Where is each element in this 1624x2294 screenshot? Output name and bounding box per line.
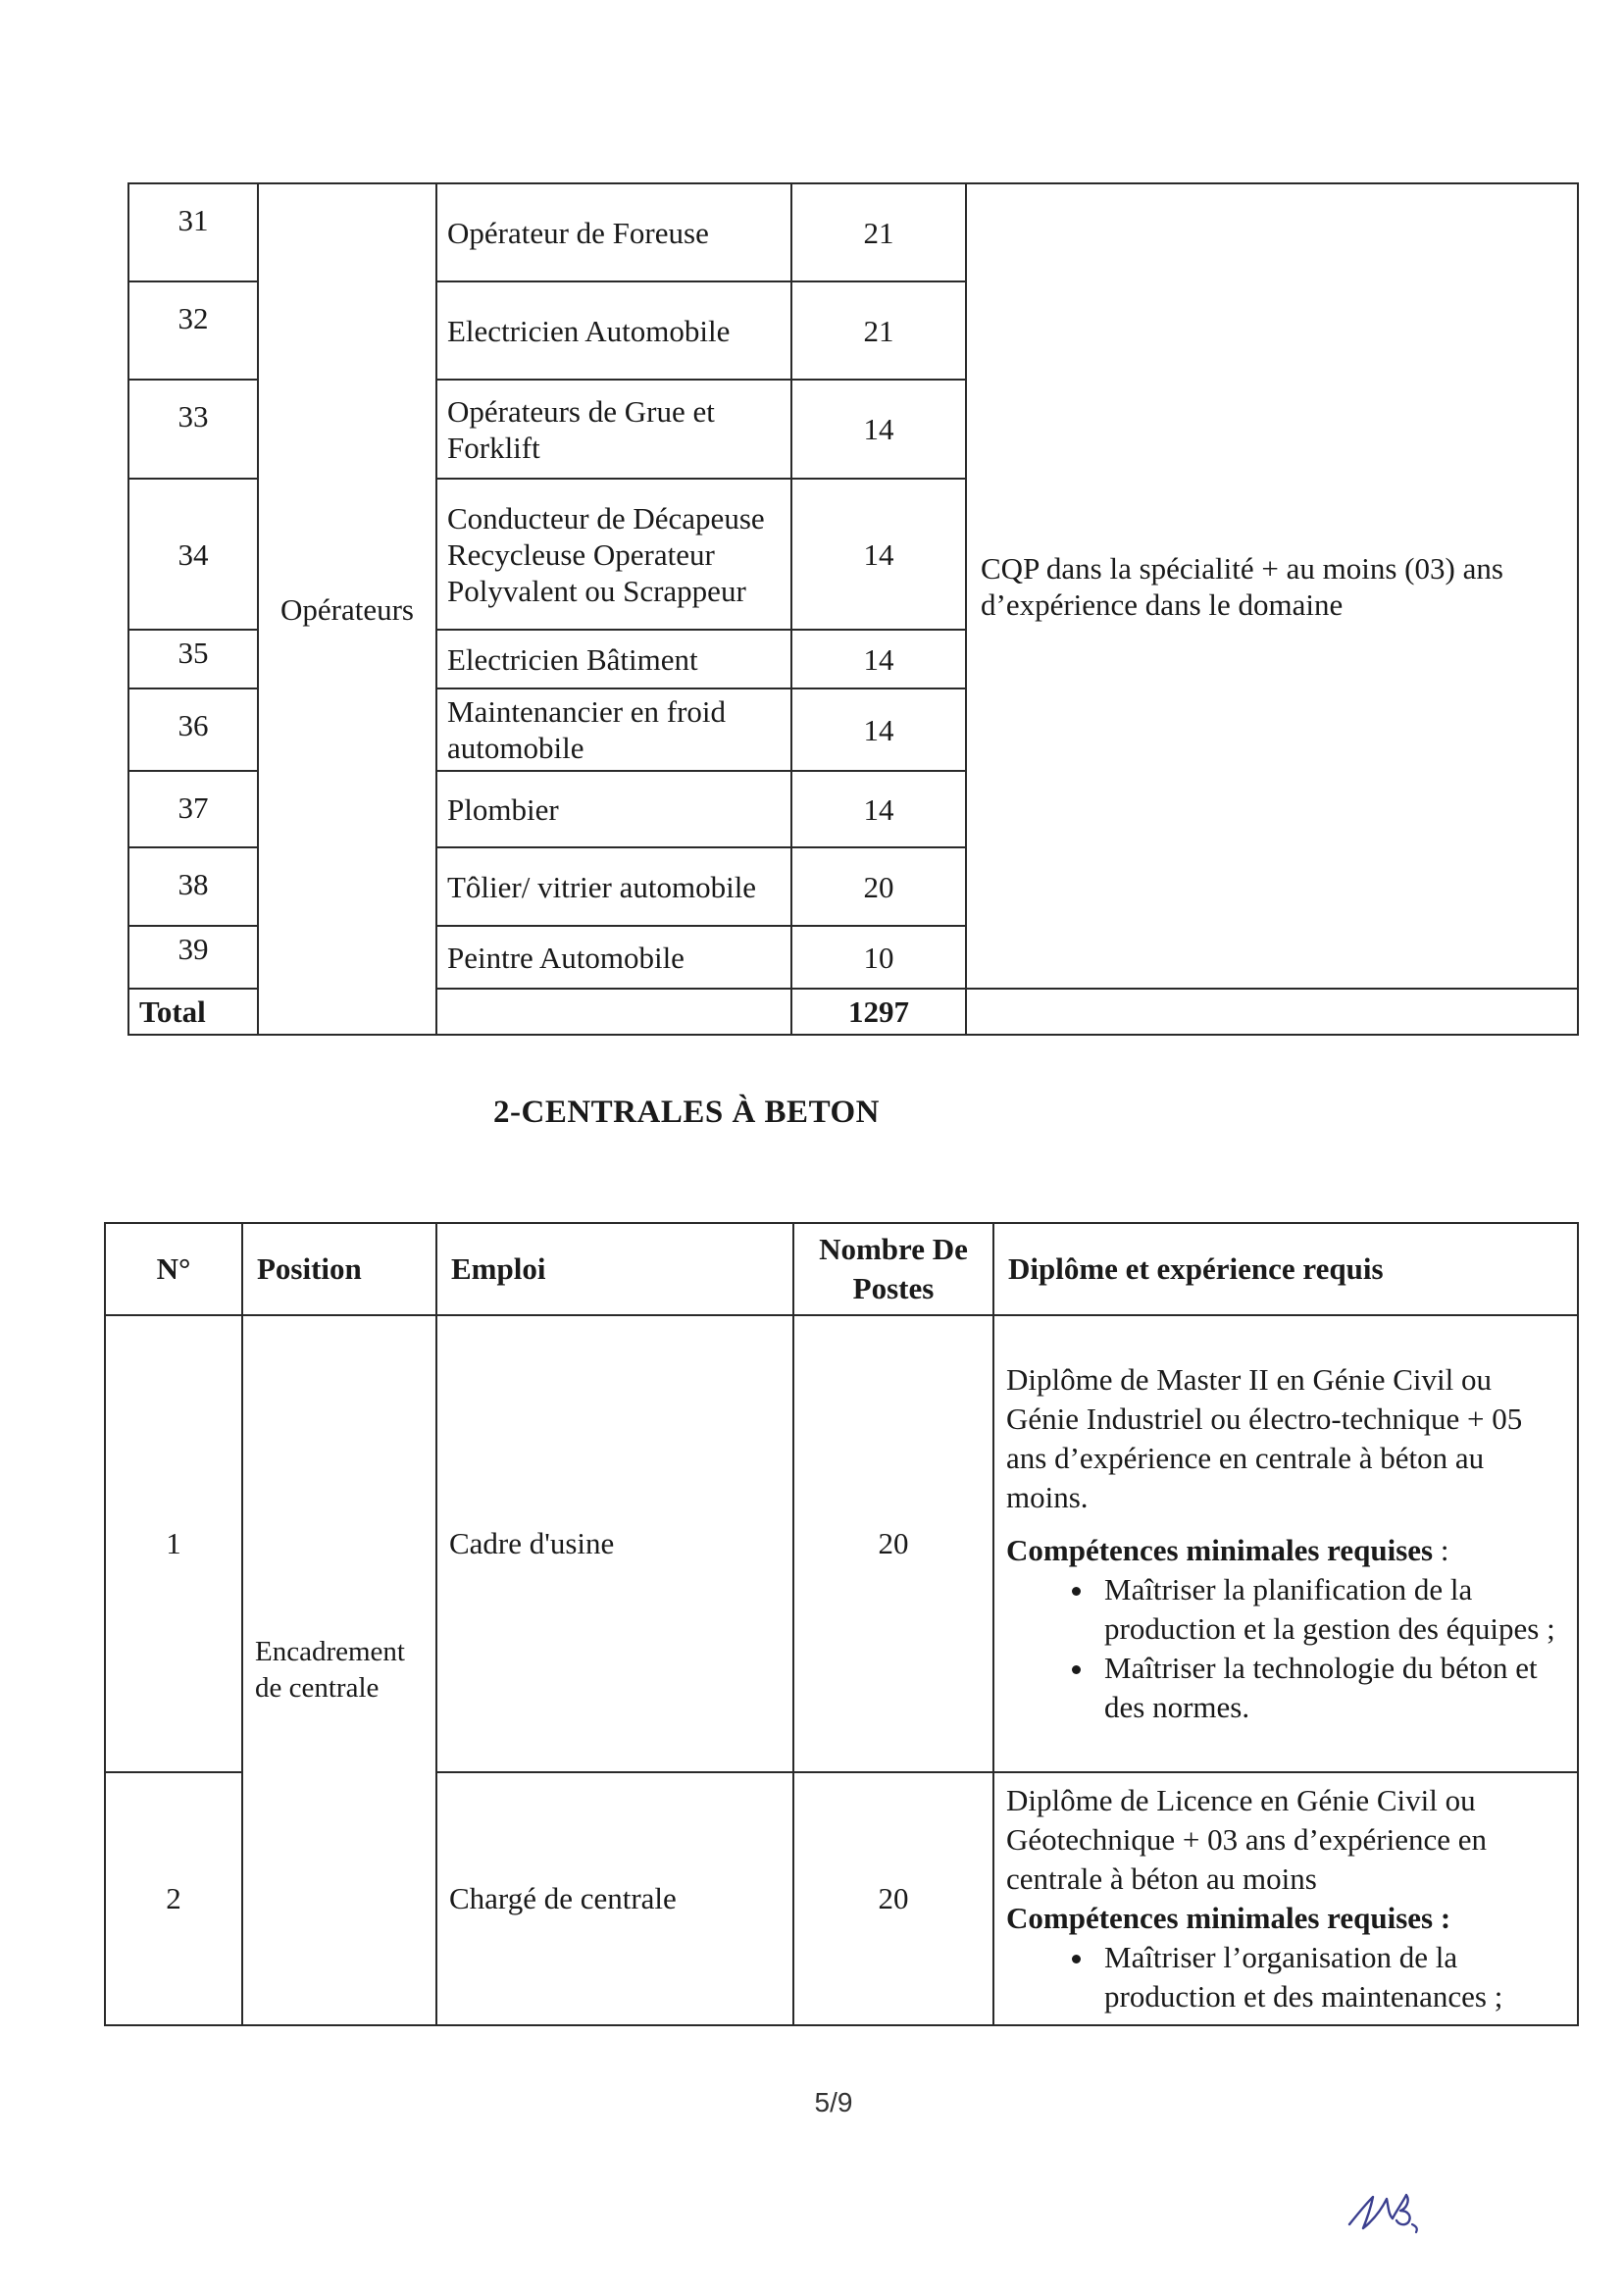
- job-title: Maintenancier en froid automobile: [436, 688, 791, 771]
- post-count: 20: [791, 847, 966, 926]
- list-item: • Maîtriser la planification de la production et la gestion des équipes ;: [1096, 1570, 1565, 1649]
- job-title: Electricien Bâtiment: [436, 630, 791, 688]
- total-label: Total: [128, 989, 258, 1035]
- row-number: 2: [105, 1772, 242, 2025]
- job-title: Opérateur de Foreuse: [436, 183, 791, 281]
- post-count: 14: [791, 688, 966, 771]
- table-row: [128, 183, 1578, 281]
- post-count: 20: [793, 1315, 993, 1772]
- competences-heading: [1006, 1899, 1565, 1938]
- job-title: Conducteur de Décapeuse Recycleuse Operateur Polyvalent ou Scrappeur: [436, 479, 791, 630]
- competences-label: Compétences minimales requises :: [1006, 1901, 1451, 1935]
- post-count: 14: [791, 630, 966, 688]
- post-count: 14: [791, 771, 966, 847]
- post-count: 10: [791, 926, 966, 989]
- post-count: 20: [793, 1772, 993, 2025]
- post-count: 21: [791, 183, 966, 281]
- row-number: 32: [128, 281, 258, 380]
- total-empty-cell: [436, 989, 791, 1035]
- diploma-text: Diplôme de Licence en Génie Civil ou Géotechnique + 03 ans d’expérience en centrale à béton au moins: [1006, 1783, 1488, 1896]
- job-title: Plombier: [436, 771, 791, 847]
- row-number: 34: [128, 479, 258, 630]
- requirement-cell: CQP dans la spécialité + au moins (03) ans d’expérience dans le domaine: [966, 183, 1578, 989]
- row-number: 1: [105, 1315, 242, 1772]
- concrete-plants-table: [104, 1222, 1579, 2026]
- requirement-cell: [993, 1315, 1578, 1772]
- job-title: Tôlier/ vitrier automobile: [436, 847, 791, 926]
- competences-list: [1006, 1938, 1565, 2016]
- job-title: Opérateurs de Grue et Forklift: [436, 380, 791, 479]
- operators-table: [127, 182, 1579, 1036]
- header-number: N°: [105, 1223, 242, 1315]
- row-number: 35: [128, 630, 258, 688]
- competences-list: [1006, 1570, 1565, 1727]
- job-title: Electricien Automobile: [436, 281, 791, 380]
- row-number: 38: [128, 847, 258, 926]
- header-post-count: Nombre De Postes: [793, 1223, 993, 1315]
- competences-suffix: :: [1433, 1533, 1449, 1567]
- competences-label: Compétences minimales requises: [1006, 1533, 1434, 1567]
- job-title: Chargé de centrale: [436, 1772, 793, 2025]
- position-cell: Opérateurs: [258, 183, 436, 1035]
- post-count: 21: [791, 281, 966, 380]
- list-item: • Maîtriser la technologie du béton et des normes.: [1096, 1649, 1565, 1727]
- total-value: 1297: [791, 989, 966, 1035]
- list-item: • Maîtriser l’organisation de la production et des maintenances ;: [1096, 1938, 1565, 2016]
- row-number: 39: [128, 926, 258, 989]
- row-number: 37: [128, 771, 258, 847]
- row-number: 33: [128, 380, 258, 479]
- post-count: 14: [791, 380, 966, 479]
- header-job: Emploi: [436, 1223, 793, 1315]
- header-row: [105, 1223, 1578, 1315]
- job-title: Peintre Automobile: [436, 926, 791, 989]
- position-cell: Encadrement de centrale: [242, 1315, 436, 2025]
- header-position: Position: [242, 1223, 436, 1315]
- row-number: 36: [128, 688, 258, 771]
- post-count: 14: [791, 479, 966, 630]
- page-number: 5/9: [814, 2087, 853, 2117]
- diploma-text: Diplôme de Master II en Génie Civil ou Génie Industriel ou électro-technique + 05 ans d’expérience en centrale à béton au moins.: [1006, 1362, 1523, 1514]
- requirement-cell: [993, 1772, 1578, 2025]
- competences-heading: [1006, 1531, 1565, 1570]
- job-title: Cadre d'usine: [436, 1315, 793, 1772]
- header-diploma: Diplôme et expérience requis: [993, 1223, 1578, 1315]
- total-empty-cell: [966, 989, 1578, 1035]
- table-row: [105, 1315, 1578, 1772]
- row-number: 31: [128, 183, 258, 281]
- signature-icon: [1344, 2185, 1422, 2234]
- section-title: 2-CENTRALES À BETON: [493, 1095, 880, 1130]
